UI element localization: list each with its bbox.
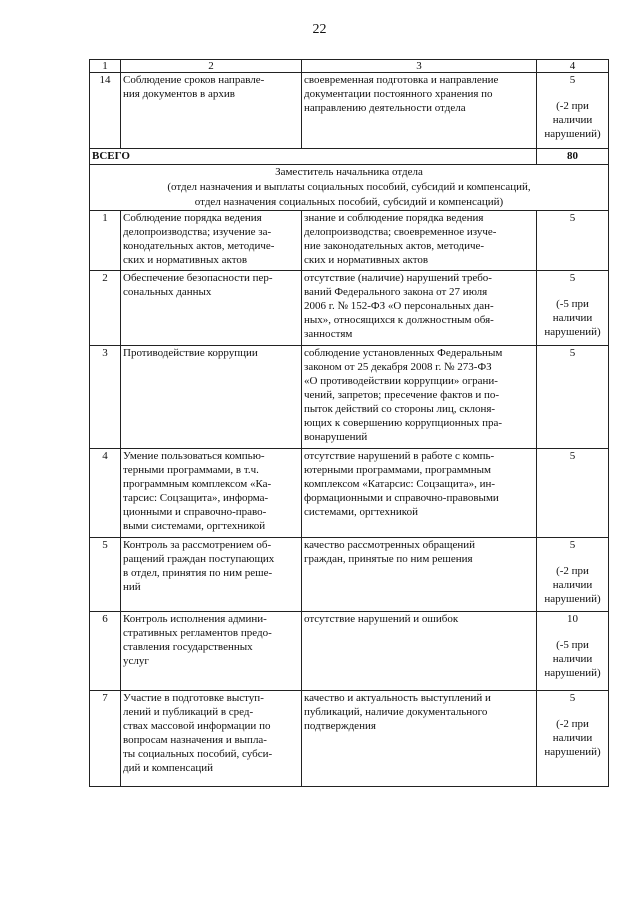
- indicator-score-cell: [537, 612, 609, 691]
- table-row: [90, 346, 609, 449]
- row-number: 6: [90, 612, 121, 691]
- table-row: [90, 612, 609, 691]
- table-row: [90, 691, 609, 787]
- indicator-score-cell: [537, 271, 609, 346]
- section-title: Заместитель начальника отдела: [275, 166, 423, 178]
- row-number: 2: [90, 271, 121, 346]
- indicator-criterion: отсутствие нарушений и ошибок: [302, 612, 537, 691]
- indicator-criterion: качество и актуальность выступлений и публикаций, наличие документального подтверждения: [302, 691, 537, 787]
- indicator-criterion: отсутствие нарушений в работе с компь- ютерными программами, программным комплексом «Катарсис: Соцзащита», ин- формационными и справочно-правовыми системами, оргтехникой: [302, 449, 537, 538]
- table-row: [90, 211, 609, 271]
- indicator-penalty: (-2 при наличии нарушений): [544, 718, 601, 758]
- indicator-criterion: своевременная подготовка и направление документации постоянного хранения по направлению деятельности отдела: [302, 73, 537, 149]
- indicator-name: Обеспечение безопасности пер- сональных данных: [121, 271, 302, 346]
- col-header-1: 1: [90, 60, 121, 73]
- indicator-penalty: (-5 при наличии нарушений): [544, 639, 601, 679]
- col-header-2: 2: [121, 60, 302, 73]
- row-number: 4: [90, 449, 121, 538]
- indicator-score: 5: [569, 539, 576, 551]
- indicator-name: Умение пользоваться компью- терными программами, в т.ч. программным комплексом «Ка- тарсис: Соцзащита», информа- ционными и справочно-право- выми системами, оргтехникой: [121, 449, 302, 538]
- indicator-score-cell: [537, 346, 609, 449]
- col-header-4: 4: [537, 60, 609, 73]
- indicator-criterion: соблюдение установленных Федеральным законом от 25 декабря 2008 г. № 273-ФЗ «О противодействии коррупции» ограни- чений, запретов; пресечение фактов и по- пыток действий со стороны лиц, склоня- ющих к совершению коррупционных пра- вонарушений: [302, 346, 537, 449]
- indicator-name: Противодействие коррупции: [121, 346, 302, 449]
- indicator-criterion: отсутствие (наличие) нарушений требо- ваний Федерального закона от 27 июля 2006 г. № 152-ФЗ «О персональных дан- ных», относящихся к должностным обя- занностям: [302, 271, 537, 346]
- indicator-score: 5: [569, 347, 576, 359]
- section-header-row: [90, 165, 609, 211]
- indicator-score: 5: [569, 212, 576, 224]
- indicator-name: Контроль за рассмотрением об- ращений граждан поступающих в отдел, принятия по ним реше- ний: [121, 538, 302, 612]
- indicator-name: Соблюдение сроков направле- ния документов в архив: [121, 73, 302, 149]
- indicator-name: Соблюдение порядка ведения делопроизводства; изучение за- конодательных актов, методиче- ских и нормативных актов: [121, 211, 302, 271]
- indicator-score-cell: [537, 538, 609, 612]
- table-row: [90, 73, 609, 149]
- table-row: [90, 271, 609, 346]
- indicator-score-cell: [537, 691, 609, 787]
- col-header-3: 3: [302, 60, 537, 73]
- indicator-score: 5: [569, 272, 576, 284]
- table-row: [90, 538, 609, 612]
- indicator-penalty: (-2 при наличии нарушений): [544, 565, 601, 605]
- indicator-name: Контроль исполнения админи- стративных регламентов предо- ставления государственных услуг: [121, 612, 302, 691]
- section-header: [90, 165, 609, 211]
- section-subtitle-1: (отдел назначения и выплаты социальных пособий, субсидий и компенсаций,: [167, 181, 531, 193]
- row-number: 5: [90, 538, 121, 612]
- indicator-score-cell: [537, 449, 609, 538]
- indicator-name: Участие в подготовке выступ- лений и публикаций в сред- ствах массовой информации по вопросам назначения и выпла- ты социальных пособий, субси- дий и компенсаций: [121, 691, 302, 787]
- indicator-criterion: знание и соблюдение порядка ведения делопроизводства; своевременное изуче- ние законодательных актов, методиче- ских и нормативных актов: [302, 211, 537, 271]
- total-value: 80: [537, 149, 609, 165]
- indicator-criterion: качество рассмотренных обращений граждан, принятые по ним решения: [302, 538, 537, 612]
- indicator-penalty: (-2 при наличии нарушений): [544, 100, 601, 140]
- page-number: 22: [312, 22, 327, 37]
- evaluation-table: [89, 59, 609, 787]
- total-label: ВСЕГО: [90, 149, 537, 165]
- row-number: 1: [90, 211, 121, 271]
- table-row: [90, 449, 609, 538]
- table-header-row: [90, 60, 609, 73]
- total-row: [90, 149, 609, 165]
- indicator-score: 5: [569, 692, 576, 704]
- indicator-score: 5: [569, 74, 576, 86]
- section-subtitle-2: отдел назначения социальных пособий, субсидий и компенсаций): [194, 196, 504, 208]
- indicator-penalty: (-5 при наличии нарушений): [544, 298, 601, 338]
- indicator-score-cell: [537, 73, 609, 149]
- indicator-score: 10: [567, 613, 578, 625]
- indicator-score: 5: [569, 450, 576, 462]
- row-number: 3: [90, 346, 121, 449]
- row-number: 14: [90, 73, 121, 149]
- indicator-score-cell: [537, 211, 609, 271]
- row-number: 7: [90, 691, 121, 787]
